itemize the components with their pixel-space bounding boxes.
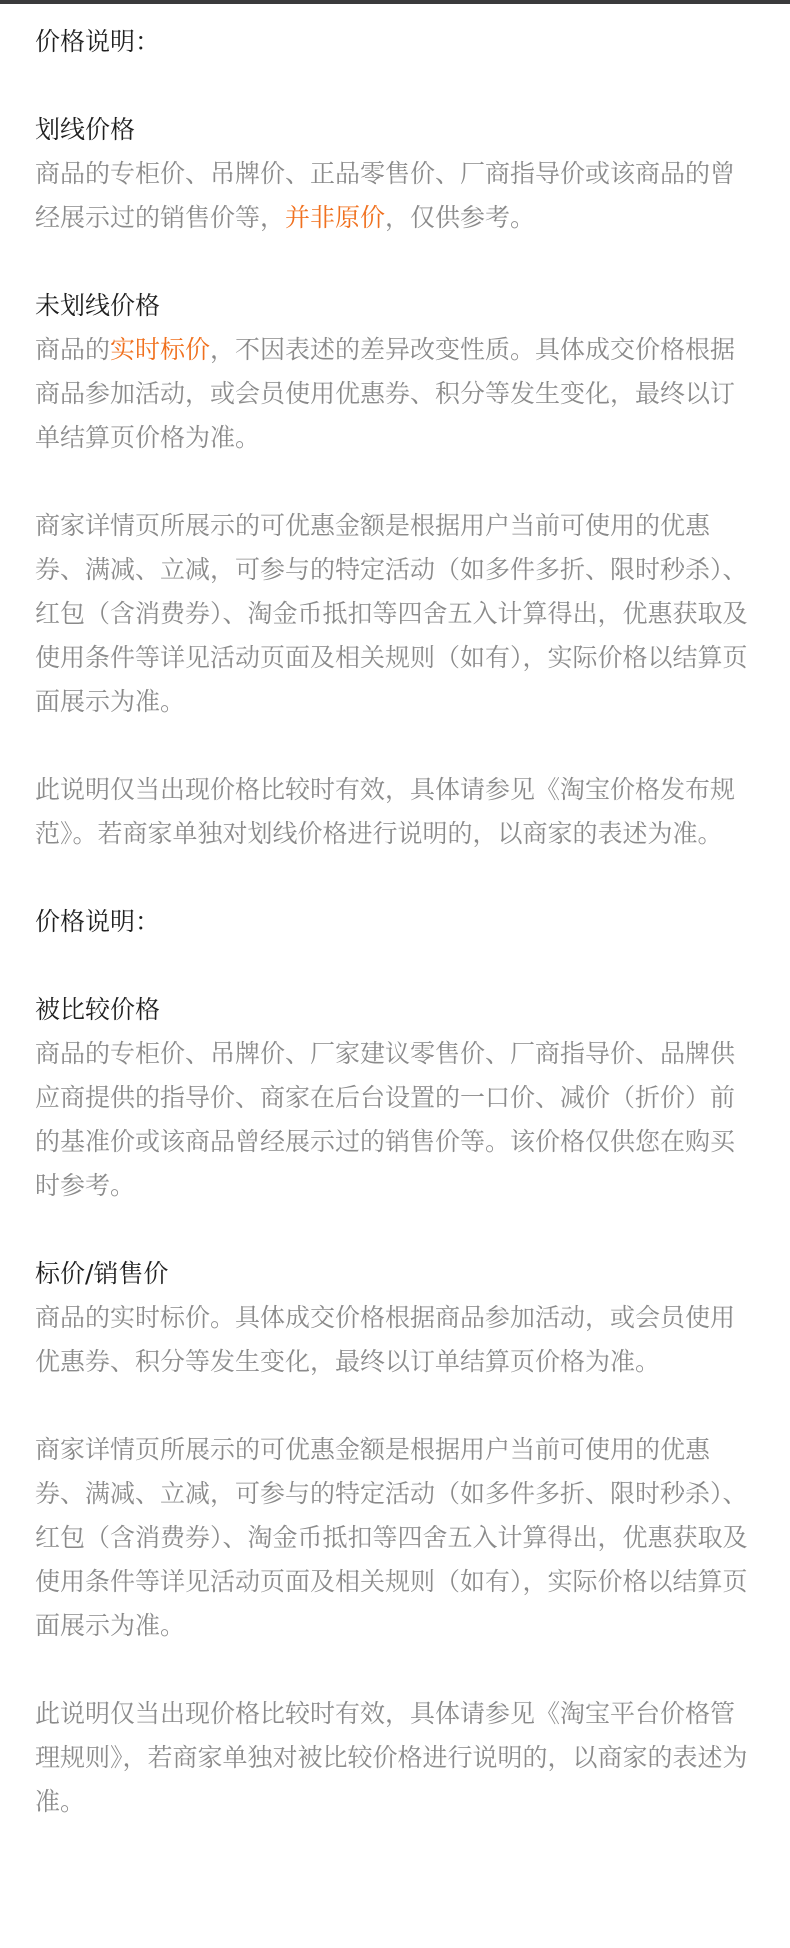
section-title: 价格说明：: [35, 27, 161, 56]
compared-price-text: 商品的专柜价、吊牌价、厂家建议零售价、厂商指导价、品牌供应商提供的指导价、商家在后台设置的一口价、减价（折价）前的基准价或该商品曾经展示过的销售价等。该价格仅供您在购买时参考。: [35, 1039, 736, 1200]
unstrike-price-heading: 未划线价格: [35, 291, 161, 320]
top-status-bar: [0, 0, 790, 4]
compared-price-heading: 被比较价格: [35, 995, 161, 1024]
unstrike-price-text: 商品的实时标价，不因表述的差异改变性质。具体成交价格根据商品参加活动，或会员使用优惠券、积分等发生变化，最终以订单结算页价格为准。: [35, 335, 736, 452]
list-price-heading: 标价/销售价: [35, 1259, 169, 1288]
price-rule-note: 此说明仅当出现价格比较时有效，具体请参见《淘宝平台价格管理规则》，若商家单独对被比较价格进行说明的，以商家的表述为准。: [35, 1699, 748, 1816]
strike-price-heading: 划线价格: [35, 115, 136, 144]
list-price-text: 商品的实时标价。具体成交价格根据商品参加活动，或会员使用优惠券、积分等发生变化，最终以订单结算页价格为准。: [35, 1303, 736, 1376]
discount-description: 商家详情页所展示的可优惠金额是根据用户当前可使用的优惠券、满减、立减，可参与的特定活动（如多件多折、限时秒杀）、红包（含消费券）、淘金币抵扣等四舍五入计算得出，优惠获取及使用条件等详见活动页面及相关规则（如有），实际价格以结算页面展示为准。: [35, 1435, 748, 1640]
price-description-content: [35, 20, 755, 1824]
not-original-price-highlight: 并非原价: [285, 203, 386, 232]
discount-description: 商家详情页所展示的可优惠金额是根据用户当前可使用的优惠券、满减、立减，可参与的特定活动（如多件多折、限时秒杀）、红包（含消费券）、淘金币抵扣等四舍五入计算得出，优惠获取及使用条件等详见活动页面及相关规则（如有），实际价格以结算页面展示为准。: [35, 511, 748, 716]
section-title: 价格说明：: [35, 907, 161, 936]
strike-price-text: 商品的专柜价、吊牌价、正品零售价、厂商指导价或该商品的曾经展示过的销售价等，并非原价，仅供参考。: [35, 159, 736, 232]
price-rule-note: 此说明仅当出现价格比较时有效，具体请参见《淘宝价格发布规范》。若商家单独对划线价格进行说明的，以商家的表述为准。: [35, 775, 736, 848]
real-time-price-highlight: 实时标价: [110, 335, 211, 364]
